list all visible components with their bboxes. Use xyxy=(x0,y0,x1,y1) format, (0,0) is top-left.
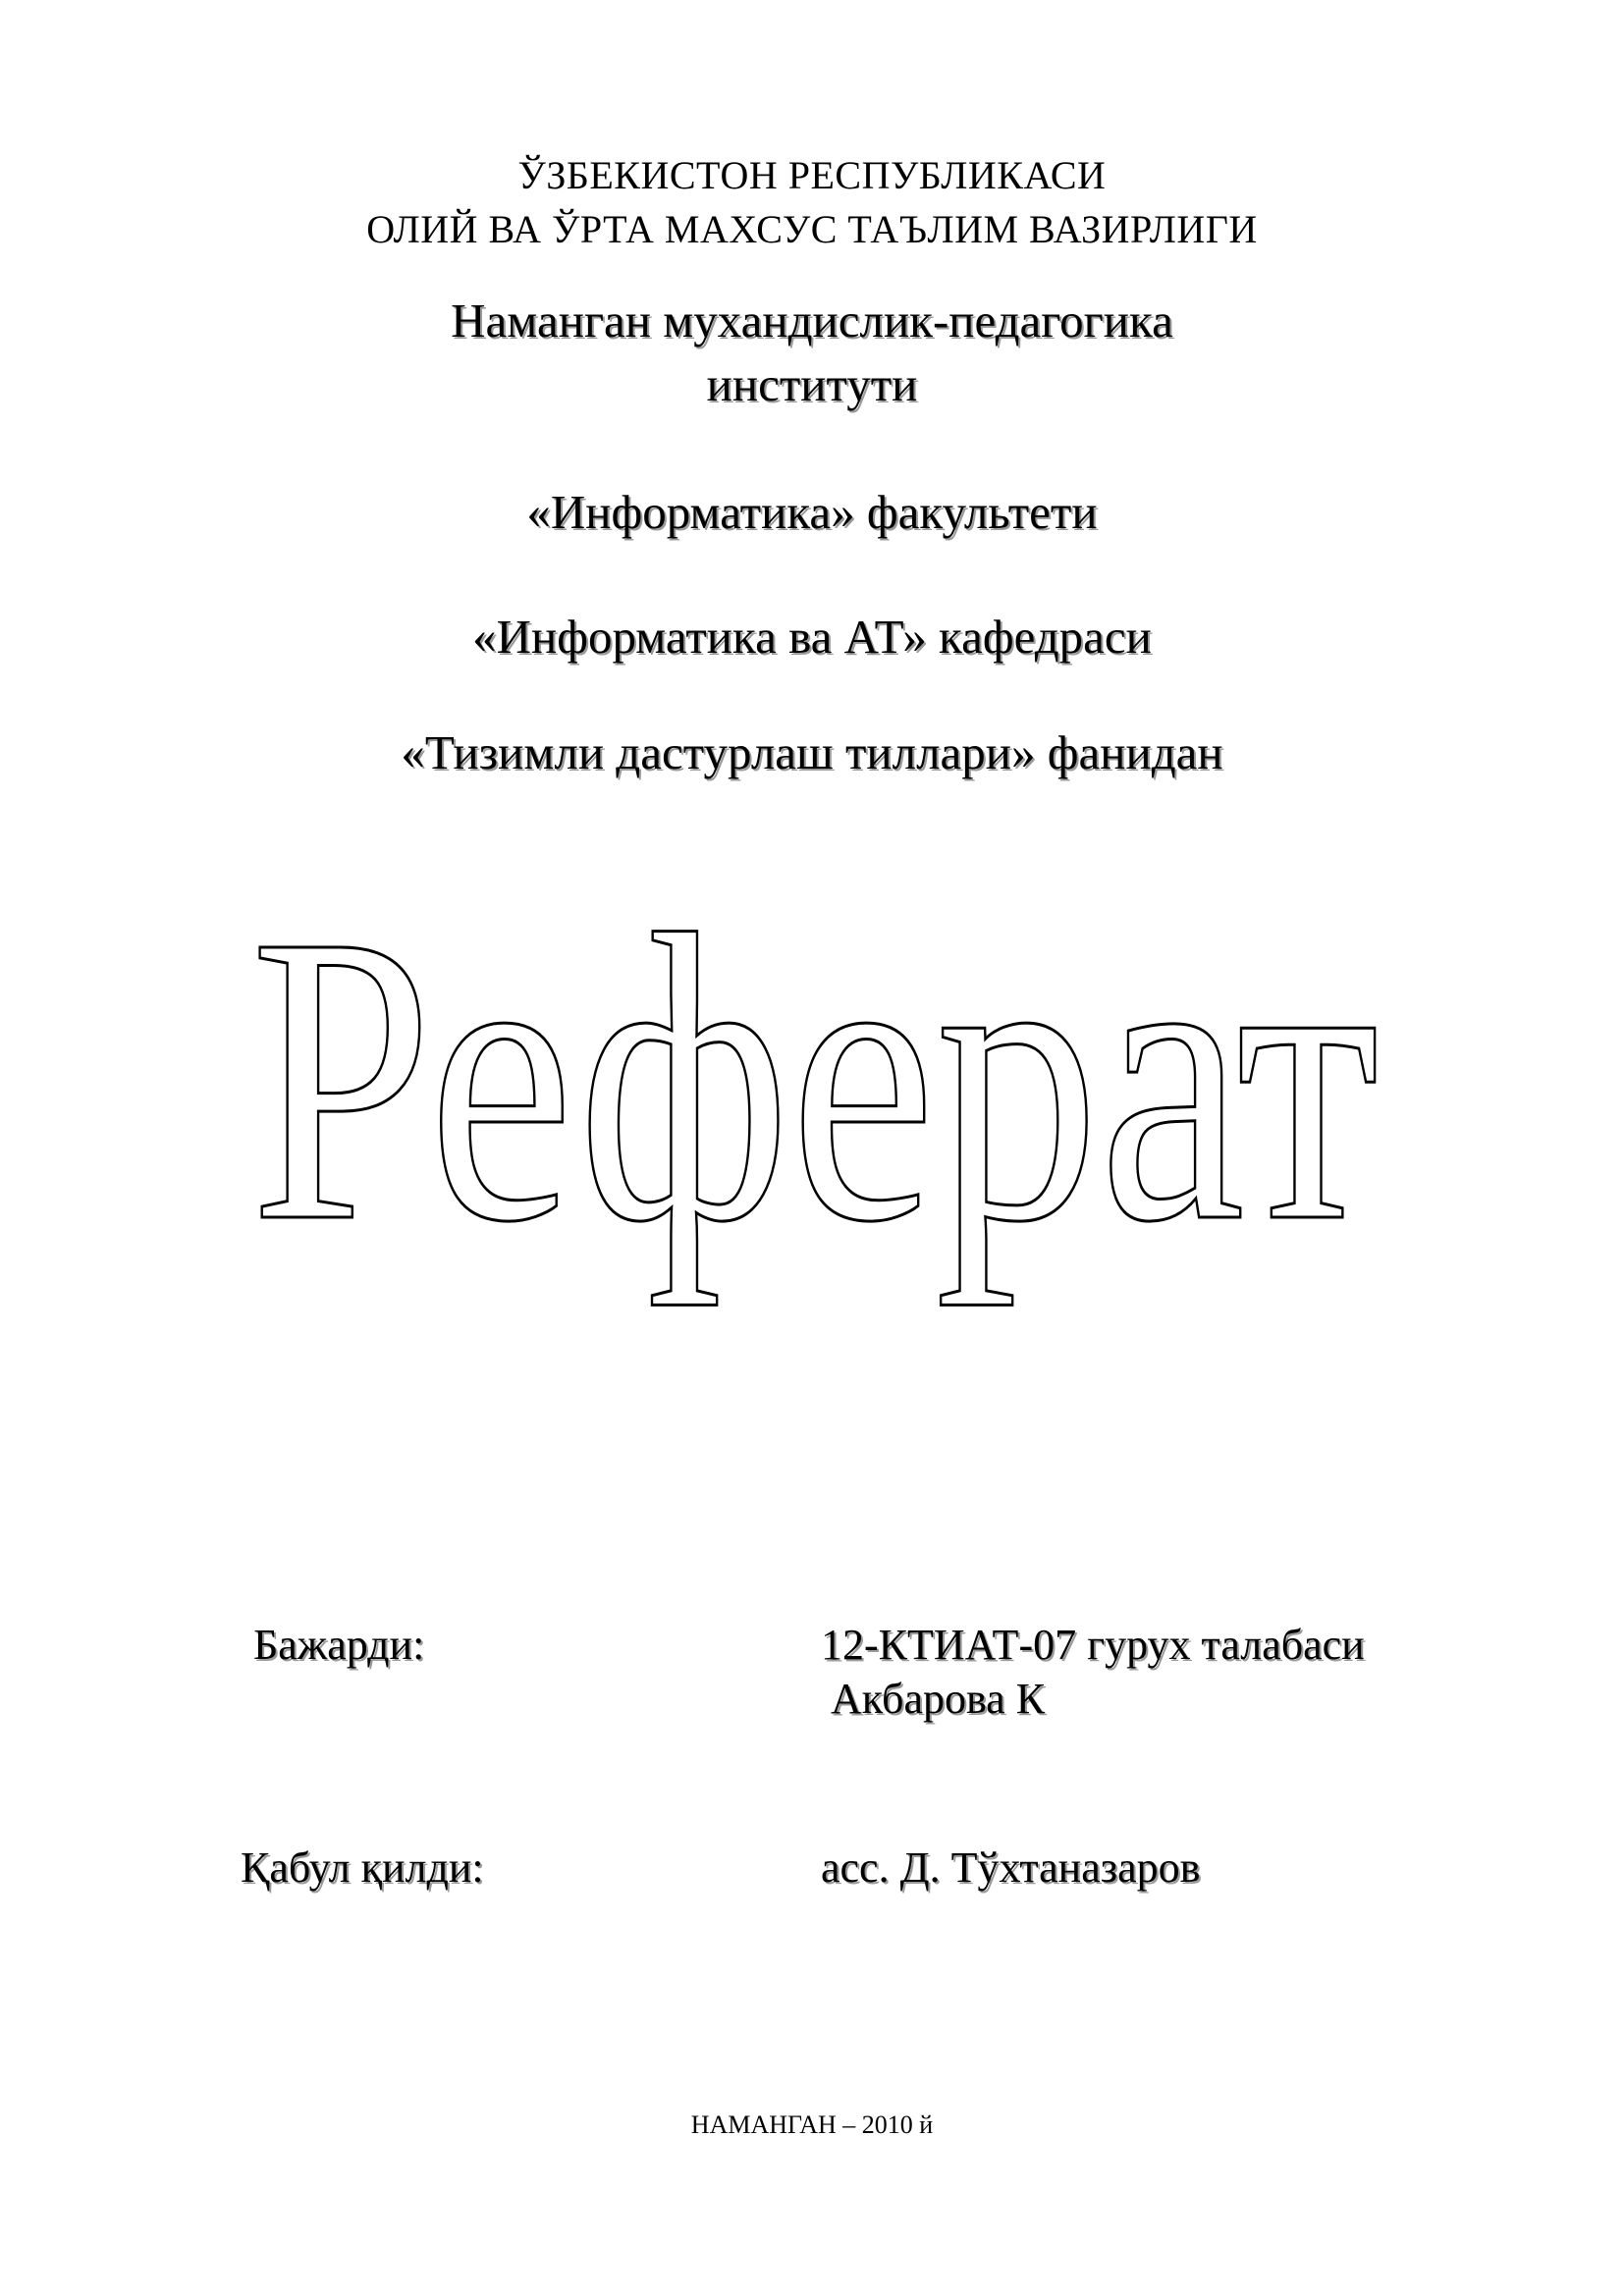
student-group: 12-КТИАТ-07 гурух талабаси xyxy=(821,1621,1365,1669)
student-name: Акбарова К xyxy=(831,1675,1046,1723)
faculty-name: «Информатика» факультети xyxy=(526,485,1098,539)
country-name: ЎЗБЕКИСТОН РЕСПУБЛИКАСИ xyxy=(517,153,1107,197)
subject-name: «Тизимли дастурлаш тиллари» фанидан xyxy=(401,725,1223,779)
performed-label: Бажарди: xyxy=(253,1621,425,1669)
report-title xyxy=(236,850,1394,1345)
report-title-outline xyxy=(236,850,1394,1345)
institute-name-line1: Наманган мухандислик-педагогика xyxy=(451,294,1173,347)
report-title-text: Реферат xyxy=(250,850,1380,1307)
ministry-name: ОЛИЙ ВА ЎРТА МАХСУС ТАЪЛИМ ВАЗИРЛИГИ xyxy=(366,207,1258,251)
teacher-name: асс. Д. Тўхтаназаров xyxy=(821,1843,1201,1892)
department-name: «Информатика ва АТ» кафедраси xyxy=(472,610,1152,664)
accepted-label: Қабул қилди: xyxy=(241,1843,484,1892)
city-year: НАМАНГАН – 2010 й xyxy=(690,2110,934,2139)
institute-name-line2: институти xyxy=(706,357,918,411)
